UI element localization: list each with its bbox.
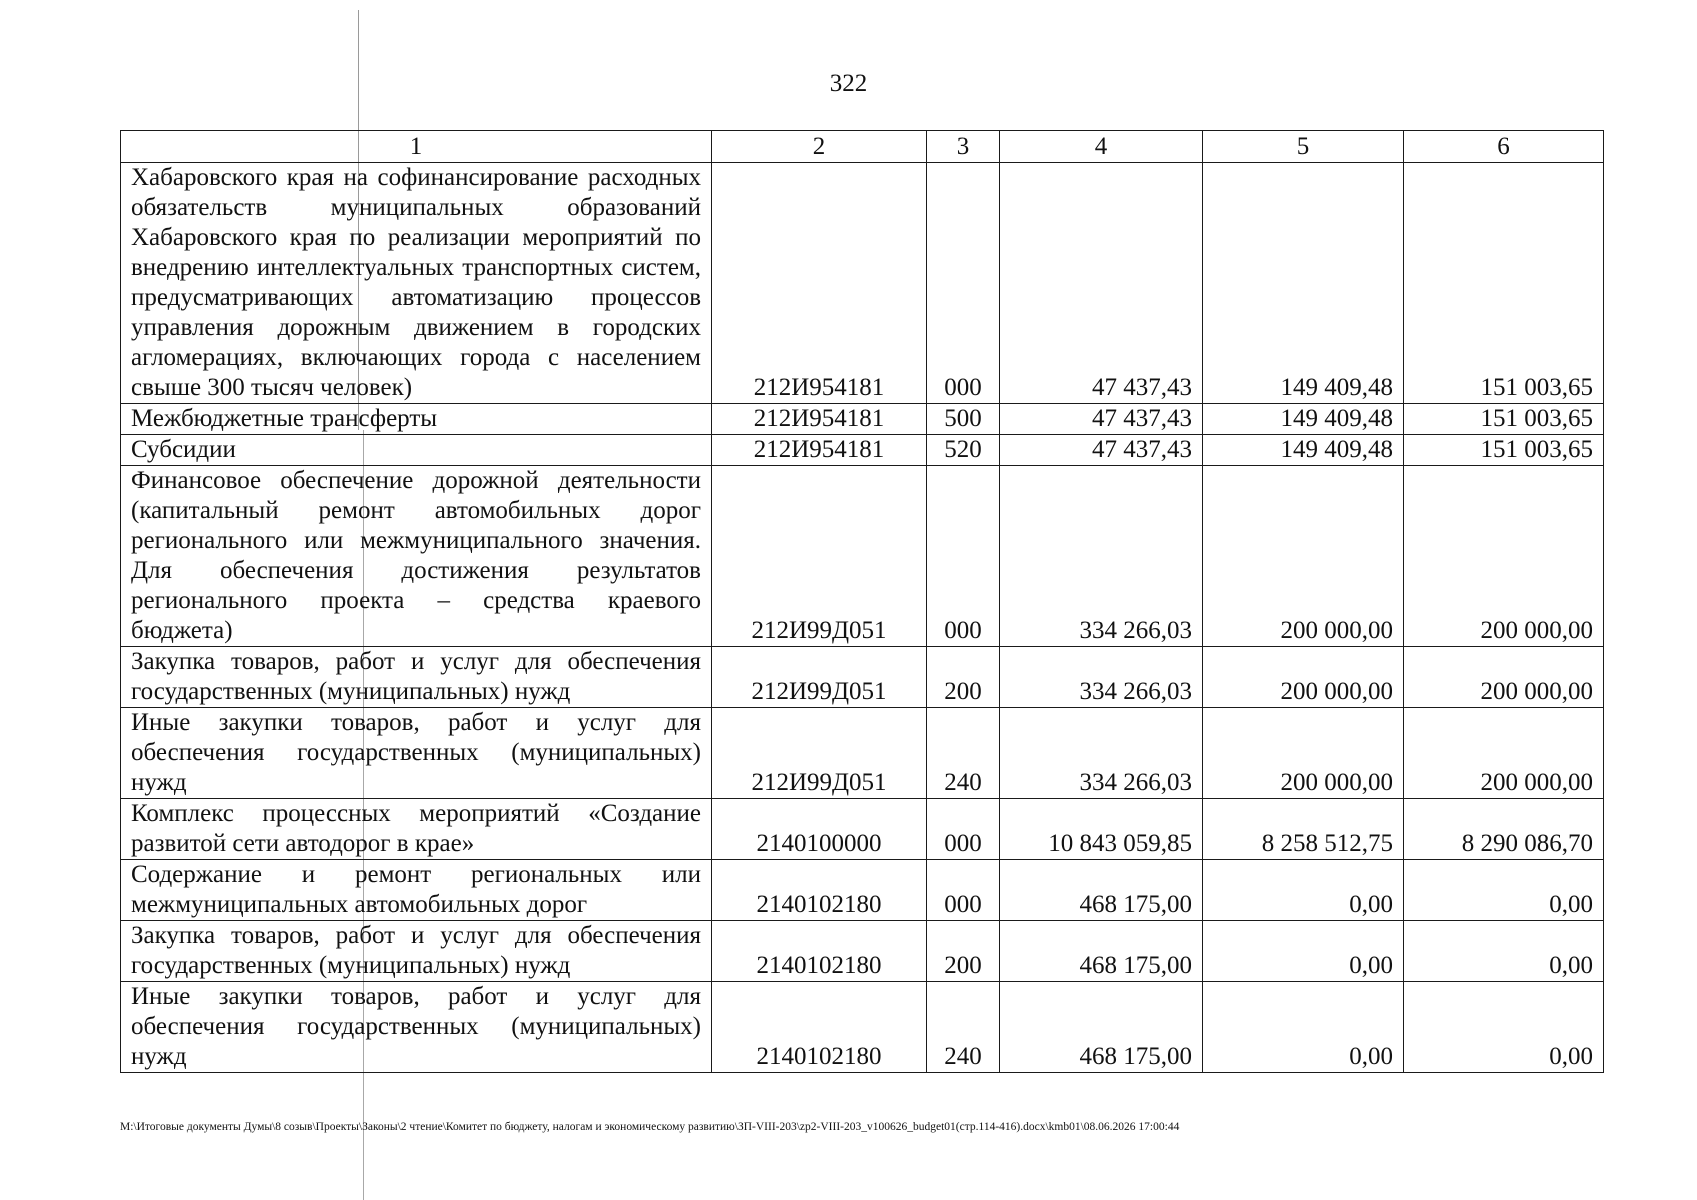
table-row <box>121 982 1604 1073</box>
amount-year-2: 8 258 512,75 <box>1203 799 1404 860</box>
target-article-code: 2140100000 <box>712 799 927 860</box>
column-header: 1 <box>121 131 712 163</box>
column-header: 6 <box>1404 131 1604 163</box>
budget-table <box>120 130 1604 1073</box>
column-header: 4 <box>1000 131 1203 163</box>
row-description: Финансовое обеспечение дорожной деятельности (капитальный ремонт автомобильных дорог регионального или межмуниципального значения. Для обеспечения достижения результатов регионального проекта – средства краевого бюджета) <box>121 466 712 647</box>
expense-type-code: 000 <box>927 163 1000 404</box>
table-row <box>121 921 1604 982</box>
expense-type-code: 520 <box>927 435 1000 466</box>
row-description: Иные закупки товаров, работ и услуг для обеспечения государственных (муниципальных) нужд <box>121 982 712 1073</box>
target-article-code: 212И954181 <box>712 404 927 435</box>
amount-year-2: 200 000,00 <box>1203 647 1404 708</box>
table-row <box>121 708 1604 799</box>
amount-year-3: 151 003,65 <box>1404 404 1604 435</box>
target-article-code: 212И99Д051 <box>712 647 927 708</box>
table-row <box>121 435 1604 466</box>
amount-year-1: 47 437,43 <box>1000 435 1203 466</box>
amount-year-3: 200 000,00 <box>1404 466 1604 647</box>
amount-year-1: 334 266,03 <box>1000 647 1203 708</box>
target-article-code: 212И99Д051 <box>712 708 927 799</box>
row-description: Закупка товаров, работ и услуг для обеспечения государственных (муниципальных) нужд <box>121 921 712 982</box>
expense-type-code: 240 <box>927 982 1000 1073</box>
amount-year-3: 8 290 086,70 <box>1404 799 1604 860</box>
target-article-code: 2140102180 <box>712 921 927 982</box>
expense-type-code: 200 <box>927 921 1000 982</box>
table-row <box>121 466 1604 647</box>
amount-year-2: 149 409,48 <box>1203 435 1404 466</box>
amount-year-1: 334 266,03 <box>1000 708 1203 799</box>
row-description: Межбюджетные трансферты <box>121 404 712 435</box>
amount-year-2: 0,00 <box>1203 860 1404 921</box>
target-article-code: 212И99Д051 <box>712 466 927 647</box>
table-row <box>121 163 1604 404</box>
amount-year-3: 0,00 <box>1404 921 1604 982</box>
amount-year-1: 468 175,00 <box>1000 921 1203 982</box>
amount-year-1: 468 175,00 <box>1000 860 1203 921</box>
row-description: Хабаровского края на софинансирование расходных обязательств муниципальных образований Хабаровского края по реализации мероприятий по внедрению интеллектуальных транспортных систем, предусматривающих автоматизацию процессов управления дорожным движением в городских агломерациях, включающих города с населением свыше 300 тысяч человек) <box>121 163 712 404</box>
amount-year-1: 334 266,03 <box>1000 466 1203 647</box>
target-article-code: 212И954181 <box>712 435 927 466</box>
expense-type-code: 000 <box>927 860 1000 921</box>
column-header: 5 <box>1203 131 1404 163</box>
amount-year-3: 151 003,65 <box>1404 435 1604 466</box>
target-article-code: 212И954181 <box>712 163 927 404</box>
expense-type-code: 000 <box>927 466 1000 647</box>
amount-year-2: 200 000,00 <box>1203 708 1404 799</box>
expense-type-code: 240 <box>927 708 1000 799</box>
row-description: Комплекс процессных мероприятий «Создание развитой сети автодорог в крае» <box>121 799 712 860</box>
amount-year-1: 47 437,43 <box>1000 163 1203 404</box>
amount-year-3: 151 003,65 <box>1404 163 1604 404</box>
amount-year-3: 0,00 <box>1404 860 1604 921</box>
row-description: Субсидии <box>121 435 712 466</box>
row-description: Содержание и ремонт региональных или межмуниципальных автомобильных дорог <box>121 860 712 921</box>
amount-year-3: 200 000,00 <box>1404 708 1604 799</box>
amount-year-2: 149 409,48 <box>1203 163 1404 404</box>
row-description: Закупка товаров, работ и услуг для обеспечения государственных (муниципальных) нужд <box>121 647 712 708</box>
amount-year-2: 0,00 <box>1203 982 1404 1073</box>
amount-year-1: 468 175,00 <box>1000 982 1203 1073</box>
amount-year-3: 0,00 <box>1404 982 1604 1073</box>
page-number: 322 <box>829 70 868 97</box>
column-header: 3 <box>927 131 1000 163</box>
amount-year-1: 47 437,43 <box>1000 404 1203 435</box>
target-article-code: 2140102180 <box>712 982 927 1073</box>
column-header: 2 <box>712 131 927 163</box>
table-row <box>121 799 1604 860</box>
amount-year-2: 200 000,00 <box>1203 466 1404 647</box>
table-row <box>121 647 1604 708</box>
expense-type-code: 500 <box>927 404 1000 435</box>
expense-type-code: 200 <box>927 647 1000 708</box>
amount-year-2: 0,00 <box>1203 921 1404 982</box>
amount-year-2: 149 409,48 <box>1203 404 1404 435</box>
target-article-code: 2140102180 <box>712 860 927 921</box>
table-row <box>121 860 1604 921</box>
row-description: Иные закупки товаров, работ и услуг для обеспечения государственных (муниципальных) нужд <box>121 708 712 799</box>
amount-year-1: 10 843 059,85 <box>1000 799 1203 860</box>
table-header-row <box>121 131 1604 163</box>
expense-type-code: 000 <box>927 799 1000 860</box>
table-body <box>121 131 1604 1073</box>
amount-year-3: 200 000,00 <box>1404 647 1604 708</box>
table-row <box>121 404 1604 435</box>
footer-file-path: М:\Итоговые документы Думы\8 созыв\Проекты\Законы\2 чтение\Комитет по бюджету, налогам и экономическому развитию\ЗП-VIII-203\zp2-VIII-203_v100626_budget01(стр.114-416).docx\kmb01\08.06.2026 17:00:44 <box>120 1121 1180 1133</box>
